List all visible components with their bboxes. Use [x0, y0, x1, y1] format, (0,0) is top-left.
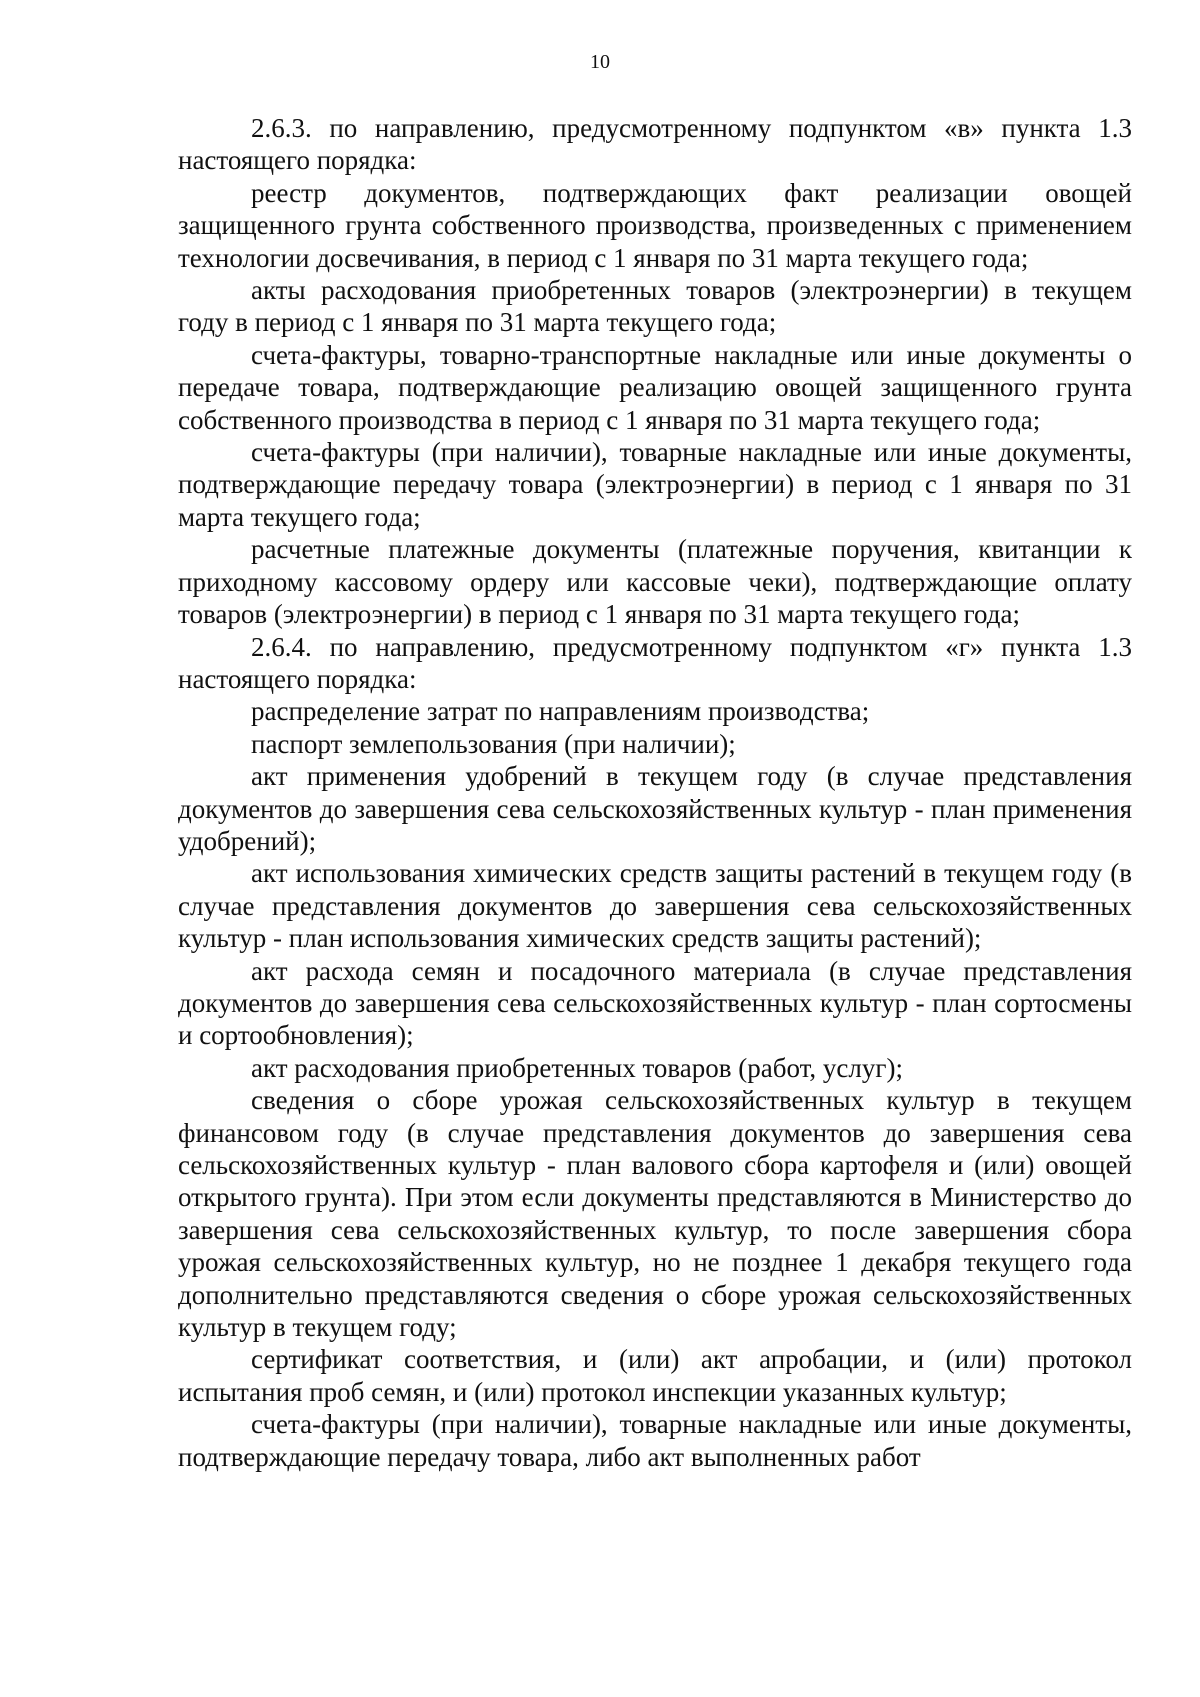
item-invoices-transport: счета-фактуры, товарно-транспортные накладные или иные документы о передаче товара, подтверждающие реализацию овощей защищенного грунта собственного производства в период с 1 января по 31 марта текущего года; — [178, 339, 1132, 435]
item-invoices-works: счета-фактуры (при наличии), товарные накладные или иные документы, подтверждающие передачу товара, либо акт выполненных работ — [178, 1409, 1132, 1472]
item-register-of-documents: реестр документов, подтверждающих факт реализации овощей защищенного грунта собственного производства, произведенных с применением технологии досвечивания, в период с 1 января по 31 марта текущего года; — [178, 177, 1132, 273]
item-chemical-protection-act: акт использования химических средств защиты растений в текущем году (в случае представления документов до завершения сева сельскохозяйственных культур - план использования химических средств защиты растений); — [178, 858, 1132, 954]
section-2-6-3-heading: 2.6.3. по направлению, предусмотренному подпунктом «в» пункта 1.3 настоящего порядка: — [178, 113, 1132, 176]
item-expense-acts: акты расходования приобретенных товаров (электроэнергии) в текущем году в период с 1 января по 31 марта текущего года; — [178, 275, 1132, 338]
document-body — [178, 112, 1132, 1473]
item-fertilizer-act: акт применения удобрений в текущем году (в случае представления документов до завершения сева сельскохозяйственных культур - план применения удобрений); — [178, 761, 1132, 856]
page-number: 10 — [590, 51, 610, 73]
item-land-use-passport: паспорт землепользования (при наличии); — [251, 728, 736, 759]
item-payment-documents: расчетные платежные документы (платежные поручения, квитанции к приходному кассовому ордеру или кассовые чеки), подтверждающие оплату товаров (электроэнергии) в период с 1 января по 31 марта текущего года; — [178, 534, 1132, 630]
item-harvest-information: сведения о сборе урожая сельскохозяйственных культур в текущем финансовом году (в случае представления документов до завершения сева сельскохозяйственных культур - план валового сбора картофеля и (или) овощей открытого грунта). При этом если документы представляются в Министерство до завершения сева сельскохозяйственных культур, то после завершения сбора урожая сельскохозяйственных культур, но не позднее 1 декабря текущего года дополнительно представляются сведения о сборе урожая сельскохозяйственных культур в текущем году; — [178, 1085, 1132, 1343]
item-seed-consumption-act: акт расхода семян и посадочного материала (в случае представления документов до завершения сева сельскохозяйственных культур - план сортосмены и сортообновления); — [178, 955, 1132, 1051]
section-2-6-4-heading: 2.6.4. по направлению, предусмотренному подпунктом «г» пункта 1.3 настоящего порядка: — [178, 631, 1132, 694]
item-invoices-electricity: счета-фактуры (при наличии), товарные накладные или иные документы, подтверждающие передачу товара (электроэнергии) в период с 1 января по 31 марта текущего года; — [178, 437, 1132, 532]
item-cost-distribution: распределение затрат по направлениям производства; — [251, 696, 870, 727]
item-conformity-certificate: сертификат соответствия, и (или) акт апробации, и (или) протокол испытания проб семян, и (или) протокол инспекции указанных культур; — [178, 1344, 1132, 1407]
item-purchased-goods-act: акт расходования приобретенных товаров (работ, услуг); — [251, 1052, 903, 1083]
